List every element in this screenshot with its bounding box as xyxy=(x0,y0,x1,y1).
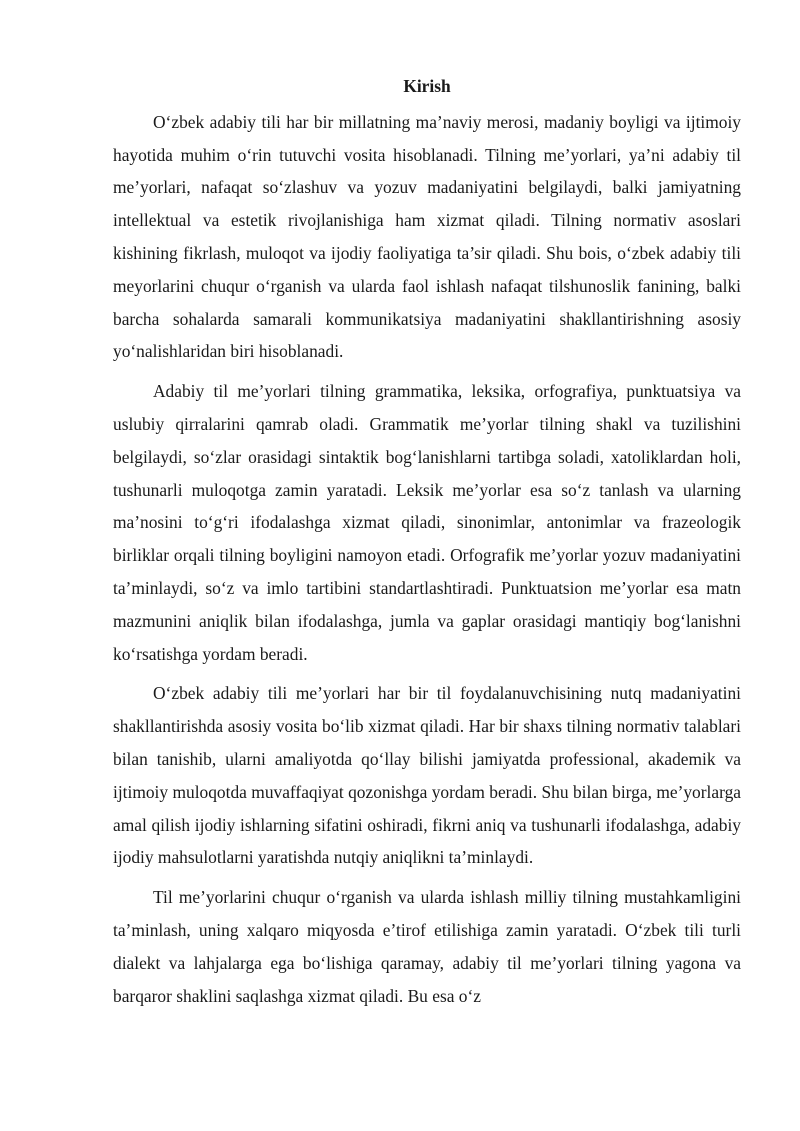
paragraph-4: Til me’yorlarini chuqur o‘rganish va ularda ishlash milliy tilning mustahkamligini ta’minlash, uning xalqaro miqyosda e’tirof etilishiga zamin yaratadi. O‘zbek tili turli dialekt va lahjalarga ega bo‘lishiga qaramay, adabiy til me’yorlari tilning yagona va barqaror shaklini saqlashga xizmat qiladi. Bu esa o‘z xyxy=(113,887,741,1006)
paragraph-2: Adabiy til me’yorlari tilning grammatika, leksika, orfografiya, punktuatsiya va uslubiy qirralarini qamrab oladi. Grammatik me’yorlar tilning shakl va tuzilishini belgilaydi, so‘zlar orasidagi sintaktik bog‘lanishlarni tartibga soladi, xatoliklardan holi, tushunarli muloqotga zamin yaratadi. Leksik me’yorlar esa so‘z tanlash va ularning ma’nosini to‘g‘ri ifodalashga xizmat qiladi, sinonimlar, antonimlar va frazeologik birliklar orqali tilning boyligini namoyon etadi. Orfografik me’yorlar yozuv madaniyatini ta’minlaydi, so‘z va imlo tartibini standartlashtiradi. Punktuatsion me’yorlar esa matn mazmunini aniqlik bilan ifodalashga, jumla va gaplar orasidagi mantiqiy bog‘lanishni ko‘rsatishga yordam beradi. xyxy=(113,381,741,664)
section-title: Kirish xyxy=(403,76,451,96)
paragraph-1: O‘zbek adabiy tili har bir millatning ma’naviy merosi, madaniy boyligi va ijtimoiy hayotida muhim o‘rin tutuvchi vosita hisoblanadi. Tilning me’yorlari, ya’ni adabiy til me’yorlari, nafaqat so‘zlashuv va yozuv madaniyatini belgilaydi, balki jamiyatning intellektual va estetik rivojlanishiga ham xizmat qiladi. Tilning normativ asoslari kishining fikrlash, muloqot va ijodiy faoliyatiga ta’sir qiladi. Shu bois, o‘zbek adabiy tili meyorlarini chuqur o‘rganish va ularda faol ishlash nafaqat tilshunoslik fanining, balki barcha sohalarda samarali kommunikatsiya madaniyatini shakllantirishning asosiy yo‘nalishlaridan biri hisoblanadi. xyxy=(113,111,741,362)
paragraph-3: O‘zbek adabiy tili me’yorlari har bir til foydalanuvchisining nutq madaniyatini shakllantirishda asosiy vosita bo‘lib xizmat qiladi. Har bir shaxs tilning normativ talablari bilan tanishib, ularni amaliyotda qo‘llay bilishi jamiyatda professional, akademik va ijtimoiy muloqotda muvaffaqiyat qozonishga yordam beradi. Shu bilan birga, me’yorlarga amal qilish ijodiy ishlarning sifatini oshiradi, fikrni aniq va tushunarli ifodalashga, adabiy ijodiy mahsulotlarni yaratishda nutqiy aniqlikni ta’minlaydi. xyxy=(113,683,741,868)
document-body xyxy=(113,70,741,1019)
